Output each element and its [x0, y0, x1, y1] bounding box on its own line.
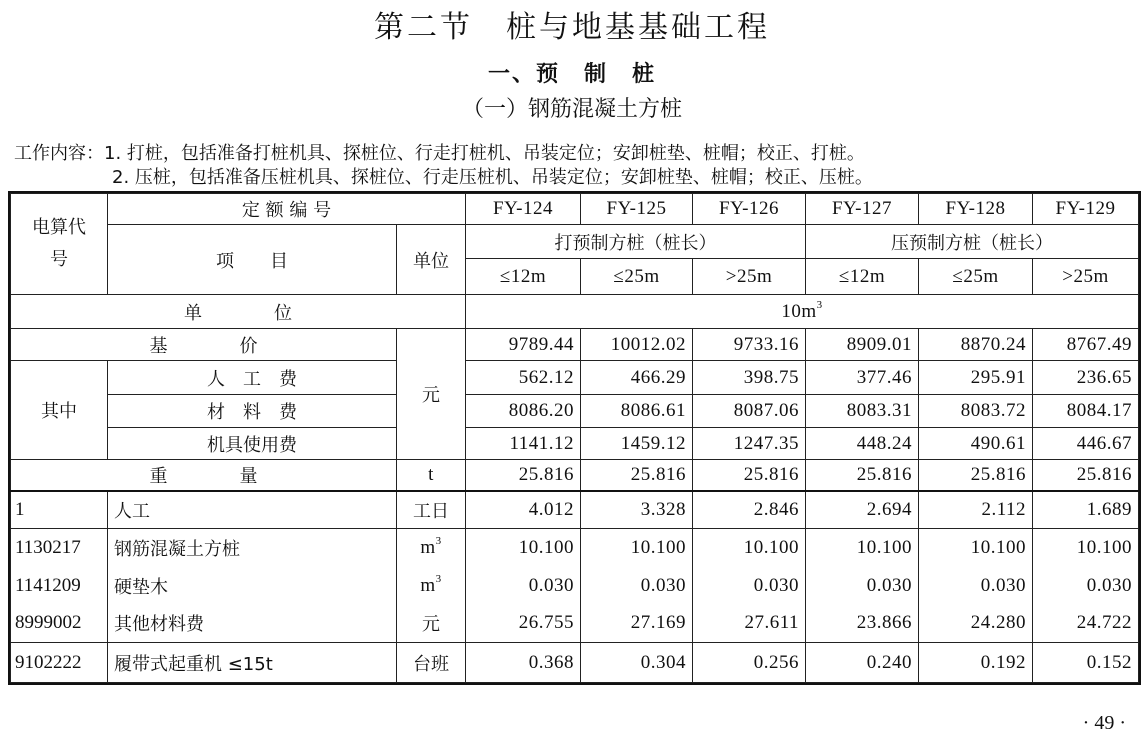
code-header-label: 电算代号 — [32, 217, 86, 270]
resource-value: 0.030 — [1033, 567, 1139, 605]
quota-number: FY-128 — [919, 194, 1033, 225]
resource-value: 10.100 — [581, 529, 693, 567]
resource-value: 0.368 — [466, 643, 581, 683]
machinery-cost-value: 446.67 — [1033, 428, 1139, 460]
header-row-groups — [11, 225, 1139, 259]
resource-code: 1141209 — [11, 567, 108, 605]
labor-cost-value: 295.91 — [919, 361, 1033, 395]
material-cost-label: 材 料 费 — [108, 395, 397, 428]
item-header: 项 目 — [108, 225, 397, 295]
page-number: · 49 · — [1082, 712, 1126, 734]
weight-value: 25.816 — [693, 460, 806, 491]
weight-value: 25.816 — [1033, 460, 1139, 491]
pile-length: ≤12m — [466, 259, 581, 295]
base-price-value: 10012.02 — [581, 329, 693, 361]
base-price-value: 8909.01 — [806, 329, 919, 361]
resource-code: 8999002 — [11, 605, 108, 643]
unit-row — [11, 295, 1139, 329]
resource-value: 4.012 — [466, 491, 581, 529]
material-cost-value: 8084.17 — [1033, 395, 1139, 428]
resource-value: 0.304 — [581, 643, 693, 683]
resource-unit-sup: 3 — [435, 572, 442, 585]
quota-number: FY-124 — [466, 194, 581, 225]
labor-cost-value: 377.46 — [806, 361, 919, 395]
resource-value: 10.100 — [919, 529, 1033, 567]
resource-row — [11, 567, 1139, 605]
base-price-value: 8767.49 — [1033, 329, 1139, 361]
material-cost-row — [11, 395, 1139, 428]
machinery-cost-value: 1459.12 — [581, 428, 693, 460]
resource-value: 0.192 — [919, 643, 1033, 683]
weight-value: 25.816 — [919, 460, 1033, 491]
labor-cost-label: 人 工 费 — [108, 361, 397, 395]
base-price-label: 基 价 — [11, 329, 397, 361]
machinery-cost-value: 490.61 — [919, 428, 1033, 460]
base-price-row — [11, 329, 1139, 361]
resource-code: 9102222 — [11, 643, 108, 683]
resource-value: 0.030 — [581, 567, 693, 605]
machinery-cost-value: 1141.12 — [466, 428, 581, 460]
resource-row — [11, 491, 1139, 529]
resource-value: 2.846 — [693, 491, 806, 529]
resource-unit: 元 — [397, 605, 466, 643]
pile-length: ≤12m — [806, 259, 919, 295]
resource-value: 0.030 — [693, 567, 806, 605]
resource-name: 其他材料费 — [108, 605, 397, 643]
work-content-line-1: 工作内容：1. 打桩，包括准备打桩机具、探桩位、行走打桩机、吊装定位；安卸桩垫、桩帽；校正、打桩。 — [14, 143, 865, 164]
base-price-value: 9789.44 — [466, 329, 581, 361]
resource-value: 0.152 — [1033, 643, 1139, 683]
resource-value: 2.694 — [806, 491, 919, 529]
resource-value: 0.030 — [919, 567, 1033, 605]
pile-length: ≤25m — [919, 259, 1033, 295]
resource-value: 24.722 — [1033, 605, 1139, 643]
pile-length: >25m — [693, 259, 806, 295]
unit-value: 10m — [781, 300, 817, 322]
resource-name: 人工 — [108, 491, 397, 529]
labor-cost-value: 398.75 — [693, 361, 806, 395]
resource-value: 27.169 — [581, 605, 693, 643]
resource-name: 履带式起重机 ≤15t — [108, 643, 397, 683]
quota-number: FY-129 — [1033, 194, 1139, 225]
material-cost-value: 8086.20 — [466, 395, 581, 428]
material-cost-value: 8083.31 — [806, 395, 919, 428]
resource-unit-base: m — [420, 536, 436, 558]
quota-number: FY-127 — [806, 194, 919, 225]
machinery-cost-label: 机具使用费 — [108, 428, 397, 460]
resource-value: 0.256 — [693, 643, 806, 683]
resource-value: 0.030 — [466, 567, 581, 605]
weight-label: 重 量 — [11, 460, 397, 491]
quota-number: FY-126 — [693, 194, 806, 225]
group-header-pressed: 压预制方桩（桩长） — [806, 225, 1139, 259]
weight-value: 25.816 — [466, 460, 581, 491]
machinery-cost-row — [11, 428, 1139, 460]
machinery-cost-value: 448.24 — [806, 428, 919, 460]
material-cost-value: 8083.72 — [919, 395, 1033, 428]
machinery-cost-value: 1247.35 — [693, 428, 806, 460]
weight-row — [11, 460, 1139, 491]
chapter-title: 第二节 桩与地基基础工程 — [374, 10, 770, 45]
weight-value: 25.816 — [581, 460, 693, 491]
resource-unit: 台班 — [397, 643, 466, 683]
group-header-driven: 打预制方桩（桩长） — [466, 225, 806, 259]
resource-value: 2.112 — [919, 491, 1033, 529]
price-unit: 元 — [397, 329, 466, 460]
resource-row — [11, 529, 1139, 567]
resource-unit — [397, 529, 466, 567]
resource-value: 23.866 — [806, 605, 919, 643]
resource-value: 24.280 — [919, 605, 1033, 643]
resource-value: 1.689 — [1033, 491, 1139, 529]
pile-length: >25m — [1033, 259, 1139, 295]
resource-value: 10.100 — [693, 529, 806, 567]
resource-value: 10.100 — [1033, 529, 1139, 567]
of-which-label: 其中 — [11, 361, 108, 460]
labor-cost-value: 236.65 — [1033, 361, 1139, 395]
resource-value: 27.611 — [693, 605, 806, 643]
header-row-quota-numbers — [11, 194, 1139, 225]
resource-value: 26.755 — [466, 605, 581, 643]
resource-row — [11, 605, 1139, 643]
labor-cost-row — [11, 361, 1139, 395]
subsection-title: （一）钢筋混凝土方桩 — [461, 97, 682, 122]
labor-cost-value: 562.12 — [466, 361, 581, 395]
material-cost-value: 8086.61 — [581, 395, 693, 428]
resource-value: 10.100 — [466, 529, 581, 567]
unit-value-sup: 3 — [816, 298, 823, 311]
resource-code: 1 — [11, 491, 108, 529]
resource-code: 1130217 — [11, 529, 108, 567]
quota-table — [10, 193, 1139, 683]
resource-value: 0.240 — [806, 643, 919, 683]
section-title: 一、预 制 桩 — [487, 62, 656, 87]
weight-value: 25.816 — [806, 460, 919, 491]
weight-unit: t — [397, 460, 466, 491]
unit-row-value — [466, 295, 1139, 329]
resource-unit: 工日 — [397, 491, 466, 529]
unit-header: 单位 — [397, 225, 466, 295]
resource-unit-base: m — [420, 574, 436, 596]
base-price-value: 8870.24 — [919, 329, 1033, 361]
resource-name: 钢筋混凝土方桩 — [108, 529, 397, 567]
resource-value: 3.328 — [581, 491, 693, 529]
resource-unit — [397, 567, 466, 605]
code-header — [11, 194, 108, 295]
pile-length: ≤25m — [581, 259, 693, 295]
resource-value: 10.100 — [806, 529, 919, 567]
resource-unit-sup: 3 — [435, 534, 442, 547]
base-price-value: 9733.16 — [693, 329, 806, 361]
work-content-line-2: 2. 压桩，包括准备压桩机具、探桩位、行走压桩机、吊装定位；安卸桩垫、桩帽；校正、压桩。 — [112, 167, 873, 188]
resource-row — [11, 643, 1139, 683]
labor-cost-value: 466.29 — [581, 361, 693, 395]
quota-number: FY-125 — [581, 194, 693, 225]
resource-value: 0.030 — [806, 567, 919, 605]
quota-no-header: 定 额 编 号 — [108, 194, 466, 225]
resource-name: 硬垫木 — [108, 567, 397, 605]
unit-row-label: 单 位 — [11, 295, 466, 329]
material-cost-value: 8087.06 — [693, 395, 806, 428]
